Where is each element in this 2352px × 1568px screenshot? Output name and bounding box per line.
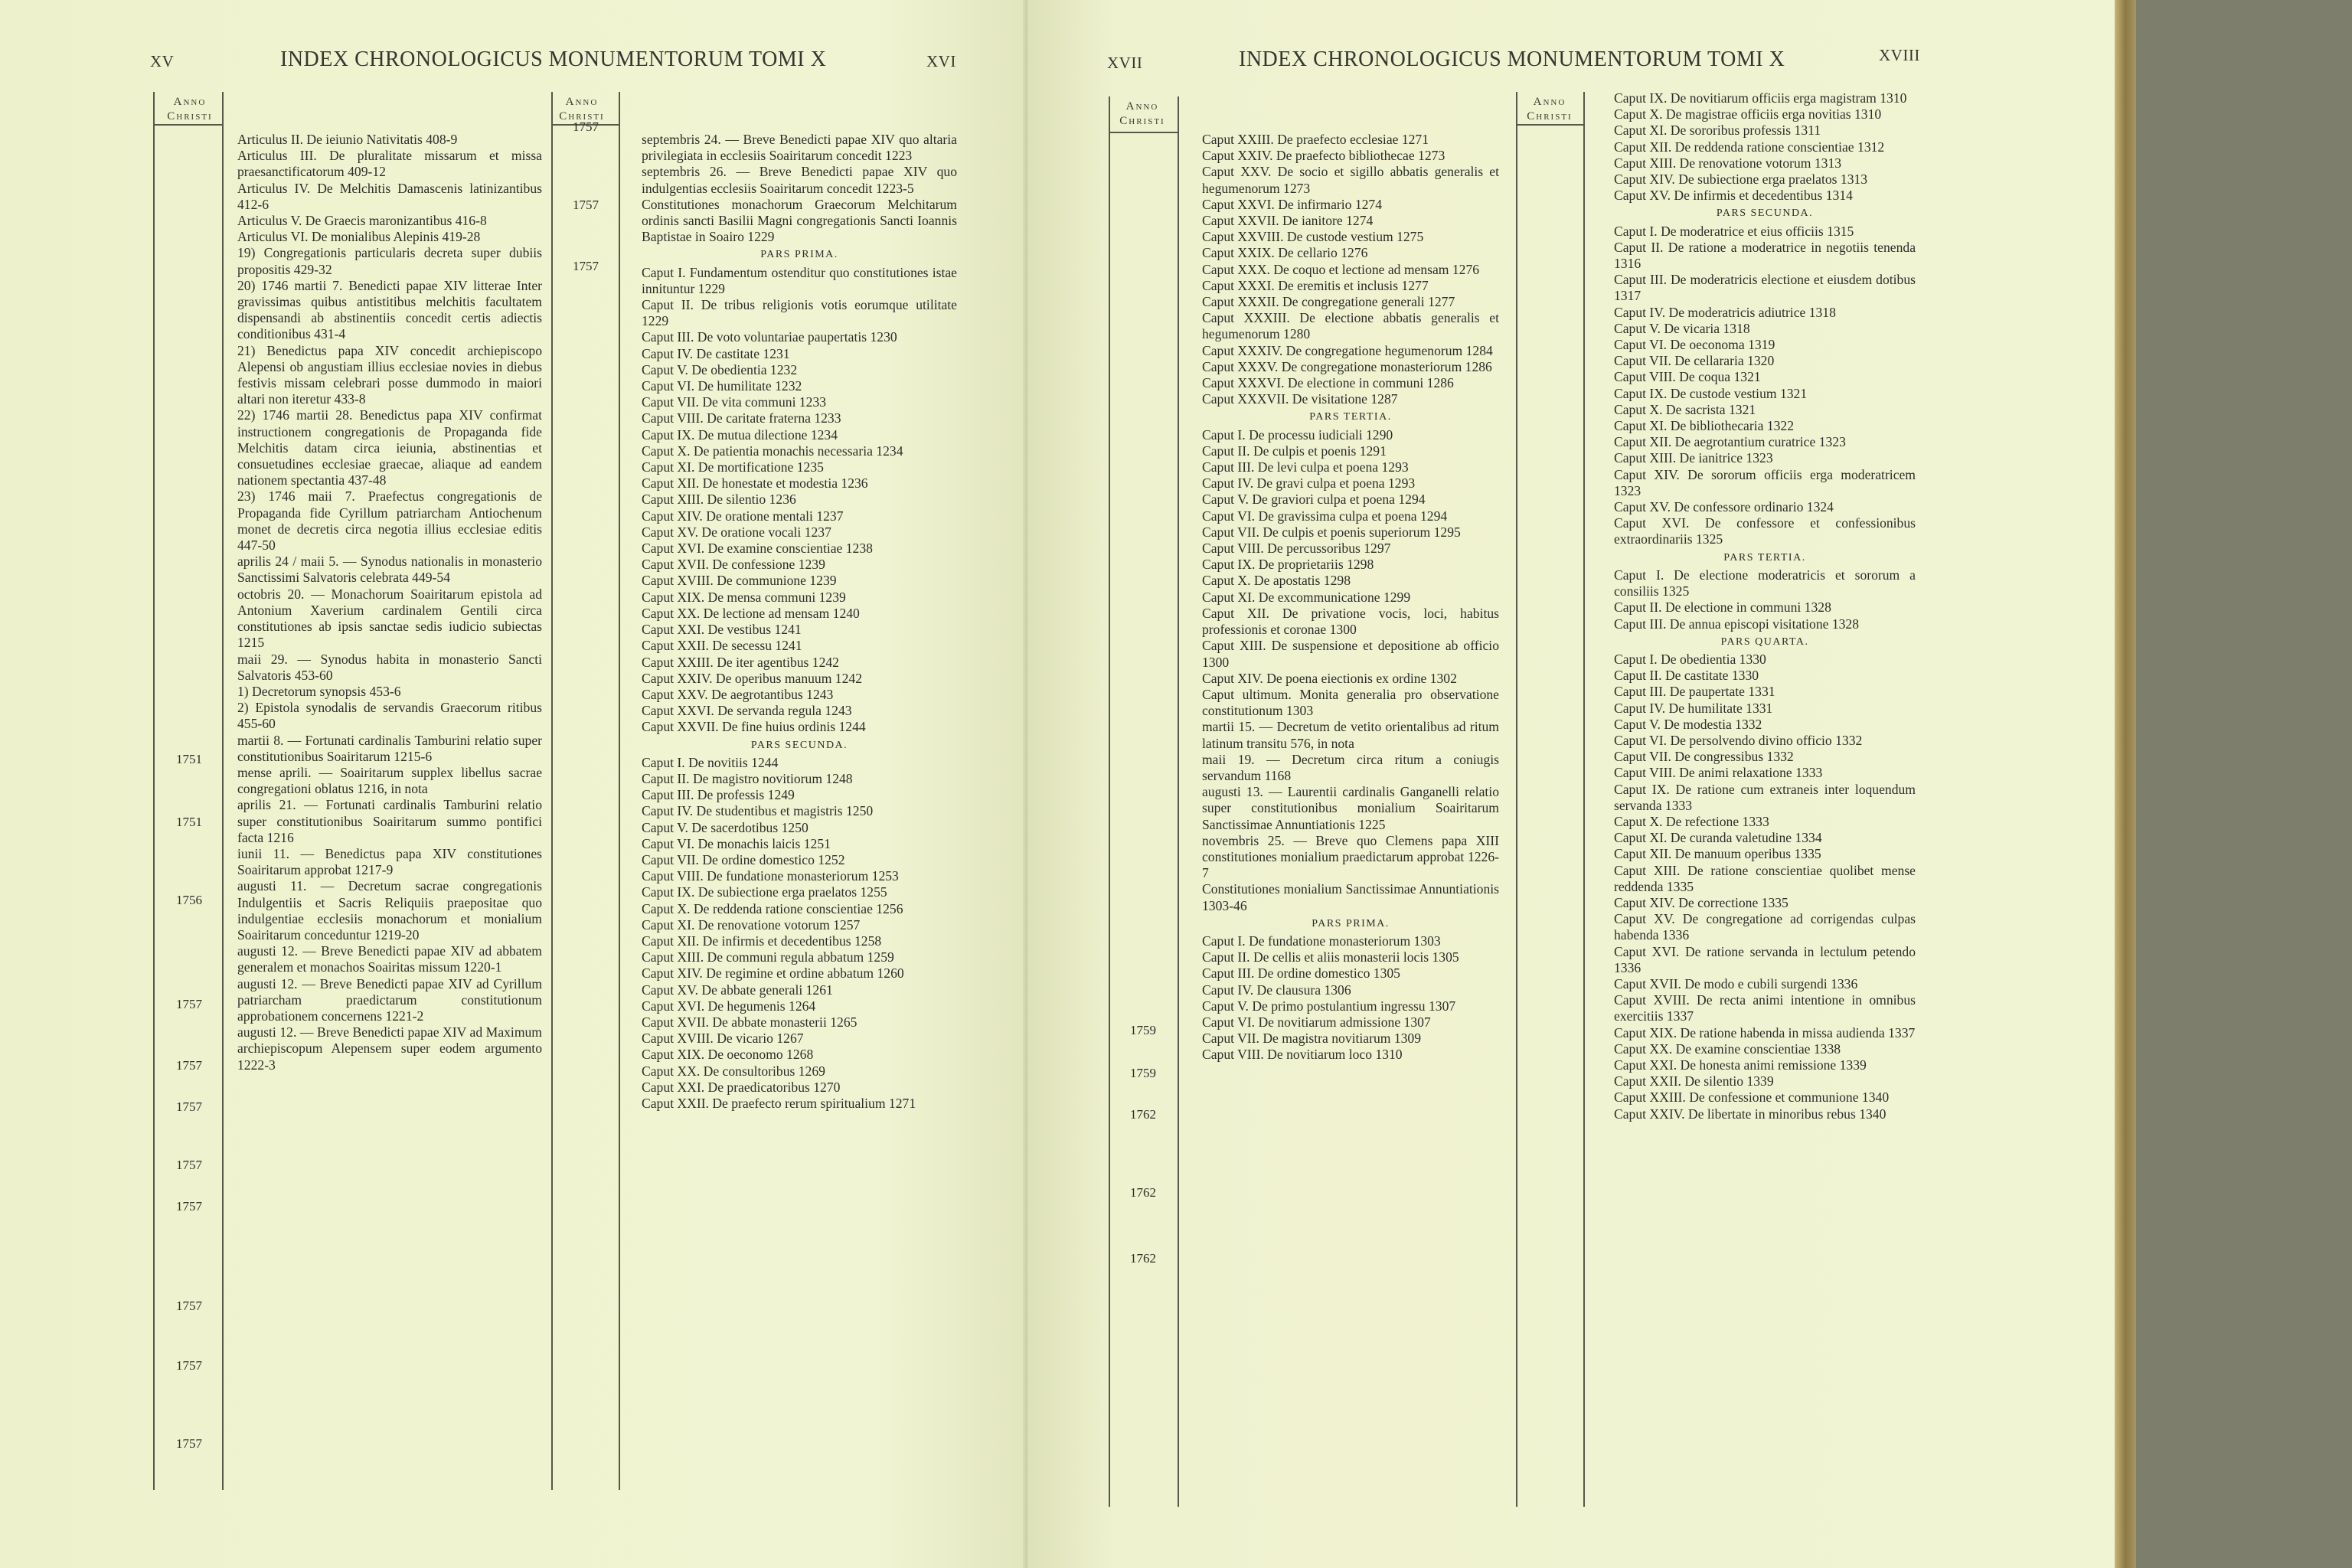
index-entry: Caput VI. De monachis laicis 1251	[642, 835, 831, 851]
index-entry: Caput XX. De lectione ad mensam 1240	[642, 605, 860, 621]
rule-right-outer	[1109, 96, 1110, 1507]
entries-column-1	[237, 132, 542, 1073]
year-label: 1751	[176, 815, 202, 829]
index-entry: Caput X. De magistrae officiis erga novitias 1310	[1614, 106, 1882, 122]
index-entry: Caput XIII. De ianitrice 1323	[1614, 450, 1773, 466]
index-entry: 22) 1746 martii 28. Benedictus papa XIV confirmat instructionem congregationis de Propaganda fide Melchitis datam circa ieiunia, abstinentias et consuetudines ecclesiae graecae, aliaque ad eandem nationem spectantia 437-48	[237, 407, 542, 488]
part-heading: PARS SECUNDA.	[1716, 207, 1814, 220]
year-label: 1759	[1130, 1066, 1156, 1080]
index-entry: Caput III. De voto voluntariae paupertatis 1230	[642, 329, 897, 345]
index-entry: Articulus III. De pluralitate missarum et missa praesanctificatorum 409-12	[237, 148, 542, 180]
index-entry: Caput XXXIV. De congregatione hegumenorum 1284	[1202, 342, 1493, 358]
index-entry: Caput XII. De honestate et modestia 1236	[642, 475, 868, 492]
index-entry: Caput VII. De congressibus 1332	[1614, 749, 1794, 765]
index-entry: Caput XVII. De confessione 1239	[642, 557, 825, 573]
index-entry: augusti 13. — Laurentii cardinalis Ganganelli relatio super constitutionibus monialium Soairitarum Sanctissimae Annuntiationis 1225	[1202, 784, 1499, 832]
index-entry: Caput XIII. De renovatione votorum 1313	[1614, 155, 1842, 171]
entries-column-3	[1202, 132, 1499, 1063]
year-label: 1757	[176, 1358, 202, 1373]
index-entry: Caput VIII. De coqua 1321	[1614, 369, 1761, 385]
index-entry: Articulus IV. De Melchitis Damascenis latinizantibus 412-6	[237, 180, 542, 212]
index-entry: Caput III. De ordine domestico 1305	[1202, 965, 1400, 982]
index-entry: Caput VI. De oeconoma 1319	[1614, 337, 1775, 353]
rule-year-col-1	[222, 92, 224, 1490]
index-entry: Caput XXVII. De ianitore 1274	[1202, 213, 1374, 229]
index-entry: Caput XX. De examine conscientiae 1338	[1614, 1040, 1841, 1057]
rule-year-col-3	[1178, 96, 1179, 1507]
year-label: 1757	[176, 1298, 202, 1313]
index-entry: Caput IV. De castitate 1231	[642, 345, 790, 361]
index-entry: Caput VI. De novitiarum admissione 1307	[1202, 1014, 1431, 1030]
part-heading: PARS QUARTA.	[1720, 635, 1809, 648]
index-entry: Caput VII. De ordine domestico 1252	[642, 851, 845, 867]
index-entry: maii 29. — Synodus habita in monasterio Sancti Salvatoris 453-60	[237, 651, 542, 683]
year-label: 1759	[1130, 1023, 1156, 1037]
index-entry: Caput VII. De magistra novitiarum 1309	[1202, 1031, 1422, 1047]
index-entry: Caput XI. De sororibus professis 1311	[1614, 122, 1821, 139]
year-label: 1762	[1130, 1185, 1156, 1200]
year-label: 1757	[176, 1058, 202, 1073]
year-label: 1762	[1130, 1251, 1156, 1266]
index-entry: 2) Epistola synodalis de servandis Graecorum ritibus 455-60	[237, 700, 542, 732]
index-entry: 21) Benedictus papa XIV concedit archiepiscopo Alepensi ob angustiam illius ecclesiae novies in diebus festivis missam celebrari posse dummodo in maiori altari non iteretur 433-8	[237, 342, 542, 407]
rule-mid	[551, 92, 553, 1490]
index-entry: Caput I. De novitiis 1244	[642, 754, 779, 770]
index-entry: maii 19. — Decretum circa ritum a coniugis servandum 1168	[1202, 751, 1499, 783]
index-entry: Caput XI. De excommunicatione 1299	[1202, 589, 1411, 605]
index-entry: Caput VIII. De animi relaxatione 1333	[1614, 765, 1823, 781]
index-entry: Caput VII. De culpis et poenis superiorum 1295	[1202, 524, 1461, 540]
index-entry: Caput XXIII. De iter agentibus 1242	[642, 654, 839, 670]
index-entry: Caput XVII. De modo e cubili surgendi 1336	[1614, 975, 1858, 991]
year-label: 1757	[176, 1199, 202, 1214]
index-entry: Caput II. De tribus religionis votis eorumque utilitate 1229	[642, 297, 957, 329]
index-entry: septembris 26. — Breve Benedicti papae XIV quo indulgentias ecclesiis Soairitarum concedit 1223-5	[642, 164, 957, 196]
year-label: 1757	[573, 198, 599, 212]
index-entry: Caput XXIII. De praefecto ecclesiae 1271	[1202, 132, 1429, 147]
index-entry: Caput XII. De aegrotantium curatrice 1323	[1614, 434, 1846, 450]
index-entry: Caput I. De obedientia 1330	[1614, 651, 1766, 667]
index-entry: Caput XXI. De praedicatoribus 1270	[642, 1079, 841, 1095]
index-entry: Caput XIII. De communi regula abbatum 1259	[642, 949, 894, 965]
index-entry: Caput IV. De studentibus et magistris 1250	[642, 803, 874, 819]
year-label: 1757	[573, 259, 599, 273]
index-entry: Caput XIV. De oratione mentali 1237	[642, 508, 844, 524]
year-label: 1757	[176, 997, 202, 1011]
index-entry: Caput XXV. De socio et sigillo abbatis generalis et hegumenorum 1273	[1202, 164, 1499, 196]
index-entry: Caput I. De fundatione monasteriorum 1303	[1202, 933, 1441, 949]
index-entry: Caput V. De modestia 1332	[1614, 716, 1762, 732]
index-entry: Caput V. De vicaria 1318	[1614, 320, 1750, 336]
index-entry: Caput XII. De privatione vocis, loci, habitus professionis et coronae 1300	[1202, 605, 1499, 638]
index-entry: Caput XXIV. De praefecto bibliothecae 1273	[1202, 148, 1446, 164]
index-entry: Caput XIV. De sororum officiis erga moderatricem 1323	[1614, 466, 1916, 498]
index-entry: Caput XVIII. De vicario 1267	[642, 1031, 804, 1047]
index-entry: Caput XXIII. De confessione et communione 1340	[1614, 1089, 1890, 1106]
part-heading: PARS TERTIA.	[1309, 411, 1392, 423]
index-entry: Caput II. De cellis et aliis monasterii locis 1305	[1202, 949, 1459, 965]
index-entry: Caput VIII. De fundatione monasteriorum 1253	[642, 868, 899, 884]
index-entry: Caput III. De levi culpa et poena 1293	[1202, 459, 1409, 475]
index-entry: Caput VI. De gravissima culpa et poena 1294	[1202, 508, 1448, 524]
part-heading: PARS SECUNDA.	[750, 739, 848, 751]
index-entry: martii 15. — Decretum de vetito orientalibus ad ritum latinum transitu 576, in nota	[1202, 719, 1499, 751]
index-entry: Caput XXVII. De fine huius ordinis 1244	[642, 719, 866, 735]
page-number-xviii: XVIII	[1879, 46, 1920, 64]
index-entry: Caput I. De electione moderatricis et sororum a consiliis 1325	[1614, 567, 1916, 599]
index-entry: augusti 12. — Breve Benedicti papae XIV ad abbatem generalem et monachos Soairitas missum 1220-1	[237, 943, 542, 975]
rule-mid-right	[1516, 92, 1517, 1507]
index-entry: novembris 25. — Breve quo Clemens papa XIII constitutiones monialium praedictarum approbat 1226-7	[1202, 832, 1499, 881]
rule-year-col-4	[1583, 92, 1585, 1507]
index-entry: Caput XIII. De silentio 1236	[642, 492, 796, 508]
index-entry: Caput XIV. De poena eiectionis ex ordine 1302	[1202, 670, 1457, 686]
index-entry: Caput XII. De infirmis et decedentibus 1258	[642, 933, 882, 949]
index-entry: 19) Congregationis particularis decreta super dubiis propositis 429-32	[237, 245, 542, 277]
index-entry: Caput VII. De vita communi 1233	[642, 394, 827, 410]
year-label: 1756	[176, 893, 202, 907]
index-entry: Caput XXX. De coquo et lectione ad mensam 1276	[1202, 261, 1480, 277]
index-entry: Caput XXXIII. De electione abbatis generalis et hegumenorum 1280	[1202, 310, 1499, 342]
index-entry: Caput XVIII. De recta animi intentione in omnibus exercitiis 1337	[1614, 992, 1916, 1024]
index-entry: Caput XV. De oratione vocali 1237	[642, 524, 831, 540]
index-entry: Caput XXI. De honesta animi remissione 1339	[1614, 1057, 1867, 1073]
index-entry: Caput II. De ratione a moderatrice in negotiis tenenda 1316	[1614, 239, 1916, 272]
index-entry: Caput XVIII. De communione 1239	[642, 573, 837, 589]
index-entry: augusti 12. — Breve Benedicti papae XIV ad Maximum archiepiscopum Alepensem super eodem argumento 1222-3	[237, 1024, 542, 1073]
index-entry: Caput XI. De mortificatione 1235	[642, 459, 824, 475]
index-entry: Constitutiones monialium Sanctissimae Annuntiationis 1303-46	[1202, 881, 1499, 913]
index-entry: Caput X. De refectione 1333	[1614, 813, 1769, 829]
index-entry: Articulus II. De ieiunio Nativitatis 408-9	[237, 132, 458, 147]
part-heading: PARS PRIMA.	[1312, 917, 1390, 929]
rule-head-3	[1109, 132, 1179, 133]
index-entry: Caput XXII. De silentio 1339	[1614, 1073, 1774, 1089]
index-entry: Caput IV. De humilitate 1331	[1614, 700, 1773, 716]
index-entry: Caput XX. De consultoribus 1269	[642, 1063, 825, 1079]
index-entry: Caput XIII. De ratione conscientiae quolibet mense reddenda 1335	[1614, 862, 1916, 894]
index-entry: Caput I. Fundamentum ostenditur quo constitutiones istae innituntur 1229	[642, 264, 957, 296]
index-entry: Caput XV. De congregatione ad corrigendas culpas habenda 1336	[1614, 911, 1916, 943]
index-entry: Caput XIX. De ratione habenda in missa audienda 1337	[1614, 1024, 1916, 1040]
index-entry: Caput I. De moderatrice et eius officiis 1315	[1614, 223, 1854, 239]
page-number-xvii: XVII	[1107, 54, 1143, 72]
index-entry: Constitutiones monachorum Graecorum Melchitarum ordinis sancti Basilii Magni congregationis Sancti Ioannis Baptistae in Soairo 1229	[642, 196, 957, 245]
rule-head-4	[1516, 124, 1585, 126]
index-entry: Caput V. De obedientia 1232	[642, 361, 798, 377]
index-entry: Caput XIII. De suspensione et depositione ab officio 1300	[1202, 638, 1499, 670]
running-title-left: INDEX CHRONOLOGICUS MONUMENTORUM TOMI X	[280, 47, 827, 71]
part-heading: PARS PRIMA.	[760, 249, 838, 261]
index-entry: Caput XXVI. De infirmario 1274	[1202, 196, 1383, 212]
index-entry: Caput IX. De ratione cum extraneis inter loquendum servanda 1333	[1614, 781, 1916, 813]
index-entry: Caput IV. De gravi culpa et poena 1293	[1202, 475, 1416, 492]
index-entry: Caput III. De paupertate 1331	[1614, 684, 1775, 700]
index-entry: Caput XXI. De vestibus 1241	[642, 622, 802, 638]
index-entry: Caput II. De culpis et poenis 1291	[1202, 443, 1387, 459]
index-entry: Caput XXXII. De congregatione generali 1277	[1202, 294, 1455, 310]
index-entry: Caput XVI. De confessore et confessionibus extraordinariis 1325	[1614, 515, 1916, 547]
index-entry: Caput IX. De proprietariis 1298	[1202, 557, 1374, 573]
index-entry: Caput II. De magistro novitiorum 1248	[642, 770, 853, 786]
rule-head-1	[153, 124, 224, 126]
year-label: 1757	[573, 119, 599, 134]
index-entry: Caput XXXVI. De electione in communi 1286	[1202, 375, 1454, 391]
index-entry: Caput V. De graviori culpa et poena 1294	[1202, 492, 1426, 508]
index-entry: mense aprili. — Soairitarum supplex libellus sacrae congregationi oblatus 1216, in nota	[237, 764, 542, 797]
index-entry: Caput IX. De novitiarum officiis erga magistram 1310	[1614, 90, 1907, 106]
index-entry: Caput II. De electione in communi 1328	[1614, 599, 1831, 616]
index-entry: Caput XV. De infirmis et decedentibus 1314	[1614, 188, 1853, 204]
index-entry: Caput XIV. De regimine et ordine abbatum 1260	[642, 965, 904, 982]
year-label: 1751	[176, 752, 202, 766]
index-entry: Caput VIII. De caritate fraterna 1233	[642, 410, 841, 426]
index-entry: octobris 20. — Monachorum Soairitarum epistola ad Antonium Xaverium cardinalem Gentili circa constitutiones ab ipsis sanctae sedis iudicio subiectas 1215	[237, 586, 542, 651]
index-entry: Caput XII. De reddenda ratione conscientiae 1312	[1614, 139, 1885, 155]
index-entry: Caput VII. De cellararia 1320	[1614, 353, 1775, 369]
index-entry: Caput XXII. De praefecto rerum spiritualium 1271	[642, 1095, 916, 1111]
part-heading: PARS TERTIA.	[1723, 551, 1806, 564]
index-entry: Caput XII. De manuum operibus 1335	[1614, 846, 1821, 862]
index-entry: Caput X. De apostatis 1298	[1202, 573, 1351, 589]
index-entry: Caput I. De processu iudiciali 1290	[1202, 426, 1393, 443]
index-entry: Caput XXXI. De eremitis et inclusis 1277	[1202, 277, 1429, 293]
index-entry: augusti 12. — Breve Benedicti papae XIV ad Cyrillum patriarcham praedictarum constitutionum approbationem concernens 1221-2	[237, 975, 542, 1024]
index-entry: Caput XXIX. De cellario 1276	[1202, 245, 1368, 261]
entries-column-2	[642, 132, 957, 1112]
index-entry: Caput II. De castitate 1330	[1614, 668, 1759, 684]
index-entry: Caput XIV. De subiectione erga praelatos 1313	[1614, 172, 1868, 188]
index-entry: Caput XXXV. De congregatione monasteriorum 1286	[1202, 358, 1492, 374]
anno-christi-heading-2: Anno Christi	[559, 96, 605, 122]
index-entry: Caput XI. De bibliothecaria 1322	[1614, 418, 1795, 434]
index-entry: Caput VIII. De percussoribus 1297	[1202, 541, 1391, 557]
index-entry: Caput III. De professis 1249	[642, 787, 795, 803]
index-entry: Caput X. De sacrista 1321	[1614, 401, 1756, 417]
anno-christi-heading-4: Anno Christi	[1527, 96, 1573, 122]
index-entry: Caput IV. De moderatricis adiutrice 1318	[1614, 304, 1836, 320]
index-entry: Caput III. De moderatricis electione et eiusdem dotibus 1317	[1614, 272, 1916, 304]
index-entry: Caput IX. De custode vestium 1321	[1614, 385, 1808, 401]
index-entry: Caput VIII. De novitiarum loco 1310	[1202, 1047, 1403, 1063]
index-entry: Caput XXII. De secessu 1241	[642, 638, 802, 654]
anno-christi-heading-1: Anno Christi	[167, 96, 213, 122]
index-entry: martii 8. — Fortunati cardinalis Tamburini relatio super constitutionibus Soairitarum 1215-6	[237, 732, 542, 764]
index-entry: Articulus V. De Graecis maronizantibus 416-8	[237, 213, 487, 229]
index-entry: Caput ultimum. Monita generalia pro observatione constitutionum 1303	[1202, 686, 1499, 719]
index-entry: Caput IX. De subiectione erga praelatos 1255	[642, 884, 887, 900]
index-entry: Caput IX. De mutua dilectione 1234	[642, 426, 838, 443]
index-entry: Caput XVI. De hegumenis 1264	[642, 998, 816, 1014]
running-title-right: INDEX CHRONOLOGICUS MONUMENTORUM TOMI X	[1239, 47, 1785, 71]
page-number-xvi: XVI	[926, 52, 956, 70]
year-label: 1757	[176, 1158, 202, 1172]
entries-column-4	[1614, 90, 1916, 1122]
index-entry: Caput XIX. De mensa communi 1239	[642, 589, 846, 605]
index-entry: Articulus VI. De monialibus Alepinis 419-28	[237, 229, 481, 245]
index-entry: Caput XXXVII. De visitatione 1287	[1202, 391, 1398, 407]
index-entry: aprilis 21. — Fortunati cardinalis Tamburini relatio super constitutionibus Soairitarum summo pontifici facta 1216	[237, 797, 542, 845]
anno-christi-heading-3: Anno Christi	[1119, 100, 1165, 127]
year-label: 1762	[1130, 1107, 1156, 1122]
page-number-xv: XV	[150, 52, 175, 70]
left-page	[0, 0, 1027, 1568]
index-entry: Caput XI. De renovatione votorum 1257	[642, 916, 861, 933]
index-entry: Caput XV. De abbate generali 1261	[642, 982, 833, 998]
right-page	[1027, 0, 2136, 1568]
index-entry: Caput VI. De humilitate 1232	[642, 378, 802, 394]
index-entry: augusti 11. — Decretum sacrae congregationis Indulgentiis et Sacris Reliquiis praepositae quo indulgentiae ecclesiis monachorum et monialium Soairitarum conceduntur 1219-20	[237, 878, 542, 942]
index-entry: Caput XI. De curanda valetudine 1334	[1614, 830, 1822, 846]
index-entry: Caput XXIV. De operibus manuum 1242	[642, 670, 862, 686]
index-entry: septembris 24. — Breve Benedicti papae XIV quo altaria privilegiata in ecclesiis Soairitarum concedit 1223	[642, 132, 957, 164]
index-entry: Caput XVI. De examine conscientiae 1238	[642, 541, 873, 557]
index-entry: iunii 11. — Benedictus papa XIV constitutiones Soairitarum approbat 1217-9	[237, 845, 542, 878]
index-entry: Caput XXIV. De libertate in minoribus rebus 1340	[1614, 1106, 1886, 1122]
index-entry: Caput IV. De clausura 1306	[1202, 982, 1351, 998]
year-label: 1757	[176, 1099, 202, 1114]
index-entry: Caput XIV. De correctione 1335	[1614, 894, 1788, 910]
index-entry: 20) 1746 martii 7. Benedicti papae XIV litterae Inter gravissimas quibus antistitibus melchitis facultatem dispensandi ab abstinentiis concedit certis adiectis conditionibus 431-4	[237, 277, 542, 342]
index-entry: 1) Decretorum synopsis 453-6	[237, 683, 401, 699]
rule-left-outer	[153, 92, 155, 1490]
index-entry: aprilis 24 / maii 5. — Synodus nationalis in monasterio Sanctissimi Salvatoris celebrata 449-54	[237, 554, 542, 586]
index-entry: Caput X. De reddenda ratione conscientiae 1256	[642, 900, 903, 916]
index-entry: Caput V. De sacerdotibus 1250	[642, 819, 808, 835]
index-entry: Caput VI. De persolvendo divino officio 1332	[1614, 732, 1863, 748]
index-entry: Caput XIX. De oeconomo 1268	[642, 1047, 814, 1063]
book-fore-edge	[2115, 0, 2136, 1568]
index-entry: Caput V. De primo postulantium ingressu 1307	[1202, 998, 1456, 1014]
index-entry: 23) 1746 maii 7. Praefectus congregationis de Propaganda fide Cyrillum patriarcham Antiochenum monet de decretis circa negotia illius ecclesiae editis 447-50	[237, 488, 542, 554]
index-entry: Caput X. De patientia monachis necessaria 1234	[642, 443, 903, 459]
index-entry: Caput XVI. De ratione servanda in lectulum petendo 1336	[1614, 943, 1916, 975]
index-entry: Caput XVII. De abbate monasterii 1265	[642, 1014, 858, 1030]
index-entry: Caput XV. De confessore ordinario 1324	[1614, 499, 1834, 515]
year-label: 1757	[176, 1436, 202, 1451]
index-entry: Caput XXV. De aegrotantibus 1243	[642, 686, 834, 702]
index-entry: Caput III. De annua episcopi visitatione 1328	[1614, 616, 1860, 632]
rule-year-col-2	[619, 92, 620, 1490]
index-entry: Caput XXVIII. De custode vestium 1275	[1202, 229, 1424, 245]
index-entry: Caput XXVI. De servanda regula 1243	[642, 703, 852, 719]
